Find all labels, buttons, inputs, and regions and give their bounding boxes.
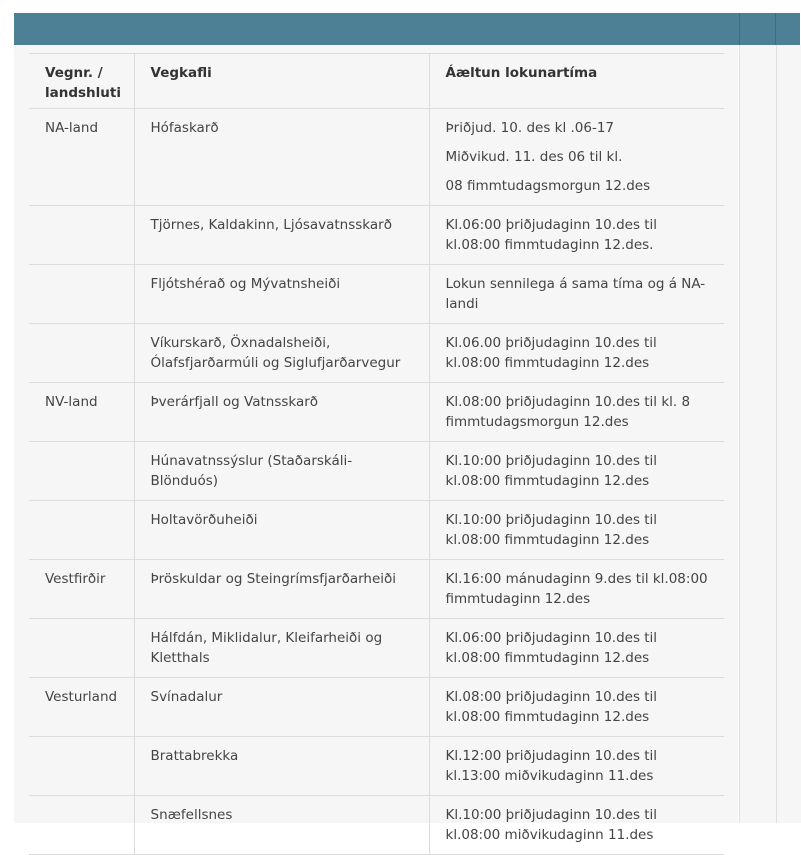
table-row bbox=[29, 324, 724, 383]
column-header-section: Vegkafli bbox=[134, 54, 429, 109]
column-header-schedule: Áæltun lokunartíma bbox=[429, 54, 724, 109]
table-row bbox=[29, 737, 724, 796]
cell-closure-schedule bbox=[429, 265, 724, 324]
schedule-line: Kl.16:00 mánudaginn 9.des til kl.08:00 fimmtudaginn 12.des bbox=[445, 571, 708, 607]
schedule-line: Miðvikud. 11. des 06 til kl. bbox=[445, 149, 623, 165]
cell-region bbox=[29, 324, 134, 383]
table-row bbox=[29, 265, 724, 324]
cell-region bbox=[29, 737, 134, 796]
table-header-row bbox=[29, 54, 724, 109]
side-column bbox=[776, 45, 801, 823]
side-column bbox=[739, 45, 777, 823]
cell-closure-schedule bbox=[429, 206, 724, 265]
cell-closure-schedule bbox=[429, 383, 724, 442]
cell-closure-schedule bbox=[429, 737, 724, 796]
cell-road-section: Víkurskarð, Öxnadalsheiði, Ólafsfjarðarmúli og Siglufjarðarvegur bbox=[134, 324, 429, 383]
cell-closure-schedule bbox=[429, 442, 724, 501]
cell-region bbox=[29, 501, 134, 560]
header-region-line2: landshluti bbox=[45, 85, 121, 101]
cell-region: NA-land bbox=[29, 109, 134, 206]
schedule-line: Kl.10:00 þriðjudaginn 10.des til kl.08:00 fimmtudaginn 12.des bbox=[445, 512, 658, 548]
header-bar-divider bbox=[775, 13, 776, 45]
cell-road-section: Snæfellsnes bbox=[134, 796, 429, 855]
cell-road-section: Fljótshérað og Mývatnsheiði bbox=[134, 265, 429, 324]
road-closure-table bbox=[29, 53, 724, 855]
cell-road-section: Húnavatnssýslur (Staðarskáli-Blönduós) bbox=[134, 442, 429, 501]
cell-closure-schedule bbox=[429, 560, 724, 619]
cell-closure-schedule bbox=[429, 796, 724, 855]
schedule-line: Kl.10:00 þriðjudaginn 10.des til kl.08:00 miðvikudaginn 11.des bbox=[445, 807, 658, 843]
schedule-line: Kl.06:00 þriðjudaginn 10.des til kl.08:00 fimmtudaginn 12.des bbox=[445, 630, 658, 666]
table-row bbox=[29, 678, 724, 737]
schedule-line: Kl.10:00 þriðjudaginn 10.des til kl.08:00 fimmtudaginn 12.des bbox=[445, 453, 658, 489]
table-body bbox=[29, 109, 724, 855]
schedule-line: Kl.06.00 þriðjudaginn 10.des til kl.08:00 fimmtudaginn 12.des bbox=[445, 335, 657, 371]
table-row bbox=[29, 383, 724, 442]
schedule-line: 08 fimmtudagsmorgun 12.des bbox=[445, 178, 651, 194]
schedule-line: Lokun sennilega á sama tíma og á NA-landi bbox=[445, 276, 706, 312]
cell-closure-schedule bbox=[429, 619, 724, 678]
header-bar bbox=[14, 13, 800, 45]
cell-region: NV-land bbox=[29, 383, 134, 442]
cell-region bbox=[29, 442, 134, 501]
cell-road-section: Holtavörðuheiði bbox=[134, 501, 429, 560]
table-row bbox=[29, 501, 724, 560]
table-row bbox=[29, 442, 724, 501]
cell-region: Vesturland bbox=[29, 678, 134, 737]
cell-road-section: Þröskuldar og Steingrímsfjarðarheiði bbox=[134, 560, 429, 619]
table-row bbox=[29, 109, 724, 206]
cell-region bbox=[29, 796, 134, 855]
header-region-line1: Vegnr. / bbox=[45, 65, 103, 81]
cell-region bbox=[29, 619, 134, 678]
cell-road-section: Brattabrekka bbox=[134, 737, 429, 796]
cell-road-section: Hófaskarð bbox=[134, 109, 429, 206]
cell-region bbox=[29, 206, 134, 265]
cell-road-section: Hálfdán, Miklidalur, Kleifarheiði og Kletthals bbox=[134, 619, 429, 678]
cell-closure-schedule bbox=[429, 678, 724, 737]
table-row bbox=[29, 560, 724, 619]
cell-region: Vestfirðir bbox=[29, 560, 134, 619]
cell-closure-schedule bbox=[429, 501, 724, 560]
schedule-line: Kl.08:00 þriðjudaginn 10.des til kl. 8 fimmtudagsmorgun 12.des bbox=[445, 394, 691, 430]
table-row bbox=[29, 619, 724, 678]
cell-road-section: Svínadalur bbox=[134, 678, 429, 737]
cell-region bbox=[29, 265, 134, 324]
cell-closure-schedule bbox=[429, 109, 724, 206]
schedule-line: Kl.12:00 þriðjudaginn 10.des til kl.13:00 miðvikudaginn 11.des bbox=[445, 748, 658, 784]
table-row bbox=[29, 796, 724, 855]
schedule-line: Kl.08:00 þriðjudaginn 10.des til kl.08:00 fimmtudaginn 12.des bbox=[445, 689, 658, 725]
table-row bbox=[29, 206, 724, 265]
column-header-region bbox=[29, 54, 134, 109]
schedule-line: Kl.06:00 þriðjudaginn 10.des til kl.08:00 fimmtudaginn 12.des. bbox=[445, 217, 658, 253]
header-bar-divider bbox=[739, 13, 740, 45]
schedule-line: Þriðjud. 10. des kl .06-17 bbox=[445, 120, 615, 136]
cell-closure-schedule bbox=[429, 324, 724, 383]
cell-road-section: Tjörnes, Kaldakinn, Ljósavatnsskarð bbox=[134, 206, 429, 265]
cell-road-section: Þverárfjall og Vatnsskarð bbox=[134, 383, 429, 442]
